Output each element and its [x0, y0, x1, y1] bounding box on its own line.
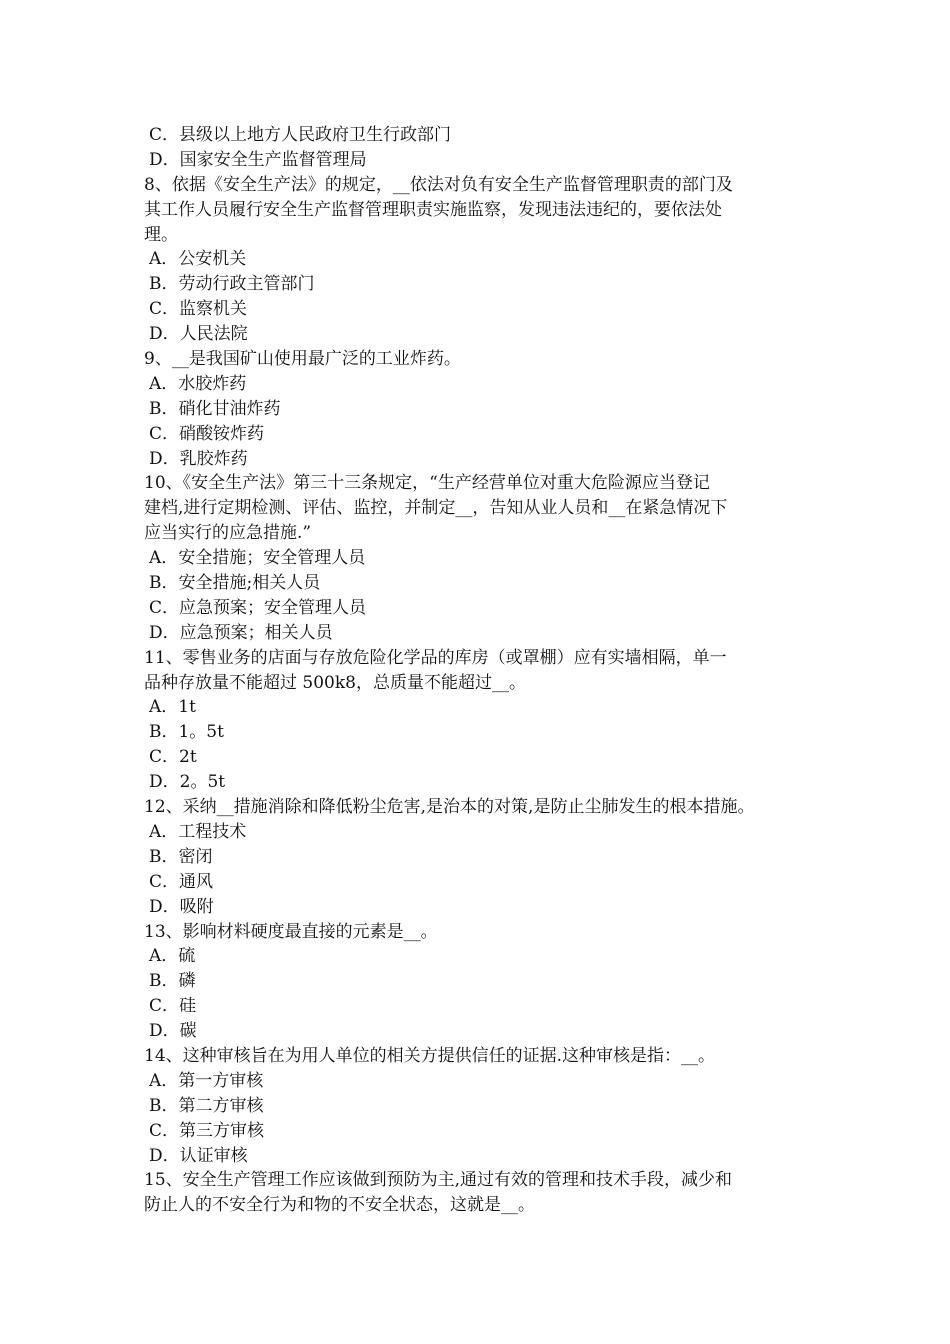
- question-text: 14、这种审核旨在为用人单位的相关方提供信任的证据.这种审核是指：__。: [144, 1045, 716, 1066]
- option-text: D．乳胶炸药: [149, 448, 248, 469]
- question-text: 15、安全生产管理工作应该做到预防为主,通过有效的管理和技术手段，减少和: [144, 1170, 733, 1191]
- question-text: 10、《安全生产法》第三十三条规定，“生产经营单位对重大危险源应当登记: [144, 473, 710, 494]
- document-page: [144, 123, 824, 1218]
- option-text: D．吸附: [149, 896, 214, 917]
- question-8: [144, 173, 824, 347]
- question-9: [144, 347, 824, 471]
- question-11: [144, 646, 824, 795]
- option-text: D．应急预案；相关人员: [149, 622, 333, 643]
- option-text: C．通风: [149, 871, 214, 892]
- question-text: 11、零售业务的店面与存放危险化学品的库房（或罩棚）应有实墙相隔，单一: [144, 647, 727, 668]
- question-10: [144, 471, 824, 645]
- option-text: A．公安机关: [149, 249, 247, 270]
- option-text: A．工程技术: [149, 821, 247, 842]
- option-text: C．监察机关: [149, 299, 248, 320]
- option-text: D．2。5t: [149, 772, 226, 793]
- question-14: [144, 1044, 824, 1168]
- option-text: C．硅: [149, 996, 197, 1017]
- option-text: C．2t: [149, 747, 197, 768]
- option-text: B．密闭: [149, 846, 213, 867]
- option-text: A．1t: [149, 697, 196, 718]
- question-text: 理。: [144, 224, 178, 245]
- option-text: A．安全措施；安全管理人员: [149, 548, 366, 569]
- option-text: D．国家安全生产监督管理局: [149, 149, 367, 170]
- option-text: C．县级以上地方人民政府卫生行政部门: [149, 125, 452, 145]
- question-15: [144, 1168, 824, 1218]
- option-text: A．第一方审核: [149, 1070, 264, 1091]
- question-text: 9、__是我国矿山使用最广泛的工业炸药。: [144, 349, 461, 370]
- option-text: D．认证审核: [149, 1145, 248, 1166]
- question-13: [144, 920, 824, 1044]
- option-text: C．第三方审核: [149, 1120, 265, 1141]
- option-text: B．第二方审核: [149, 1095, 264, 1116]
- option-text: B．劳动行政主管部门: [149, 274, 315, 295]
- question-text: 其工作人员履行安全生产监督管理职责实施监察，发现违法违纪的，要依法处: [144, 199, 722, 220]
- option-text: B．硝化甘油炸药: [149, 398, 281, 419]
- question-text: 防止人的不安全行为和物的不安全状态，这就是__。: [144, 1195, 535, 1216]
- question-text: 8、依据《安全生产法》的规定，__依法对负有安全生产监督管理职责的部门及: [144, 174, 733, 195]
- question-text: 品种存放量不能超过 500k8，总质量不能超过__。: [144, 672, 526, 693]
- question-12: [144, 795, 824, 919]
- option-text: B．磷: [149, 971, 196, 992]
- option-text: C．应急预案；安全管理人员: [149, 597, 367, 618]
- question-text: 13、影响材料硬度最直接的元素是__。: [144, 921, 438, 942]
- option-text: B．安全措施;相关人员: [149, 573, 321, 594]
- question-text: 12、采纳__措施消除和降低粉尘危害,是治本的对策,是防止尘肺发生的根本措施。: [144, 797, 755, 818]
- option-text: D．人民法院: [149, 324, 248, 345]
- question-text: 建档,进行定期检测、评估、监控，并制定__，告知从业人员和__在紧急情况下: [144, 498, 728, 519]
- option-text: C．硝酸铵炸药: [149, 423, 265, 444]
- option-text: B．1。5t: [149, 722, 224, 743]
- question-text: 应当实行的应急措施.”: [144, 523, 312, 544]
- option-text: A．水胶炸药: [149, 373, 247, 394]
- option-text: D．碳: [149, 1021, 197, 1042]
- option-text: A．硫: [149, 946, 196, 967]
